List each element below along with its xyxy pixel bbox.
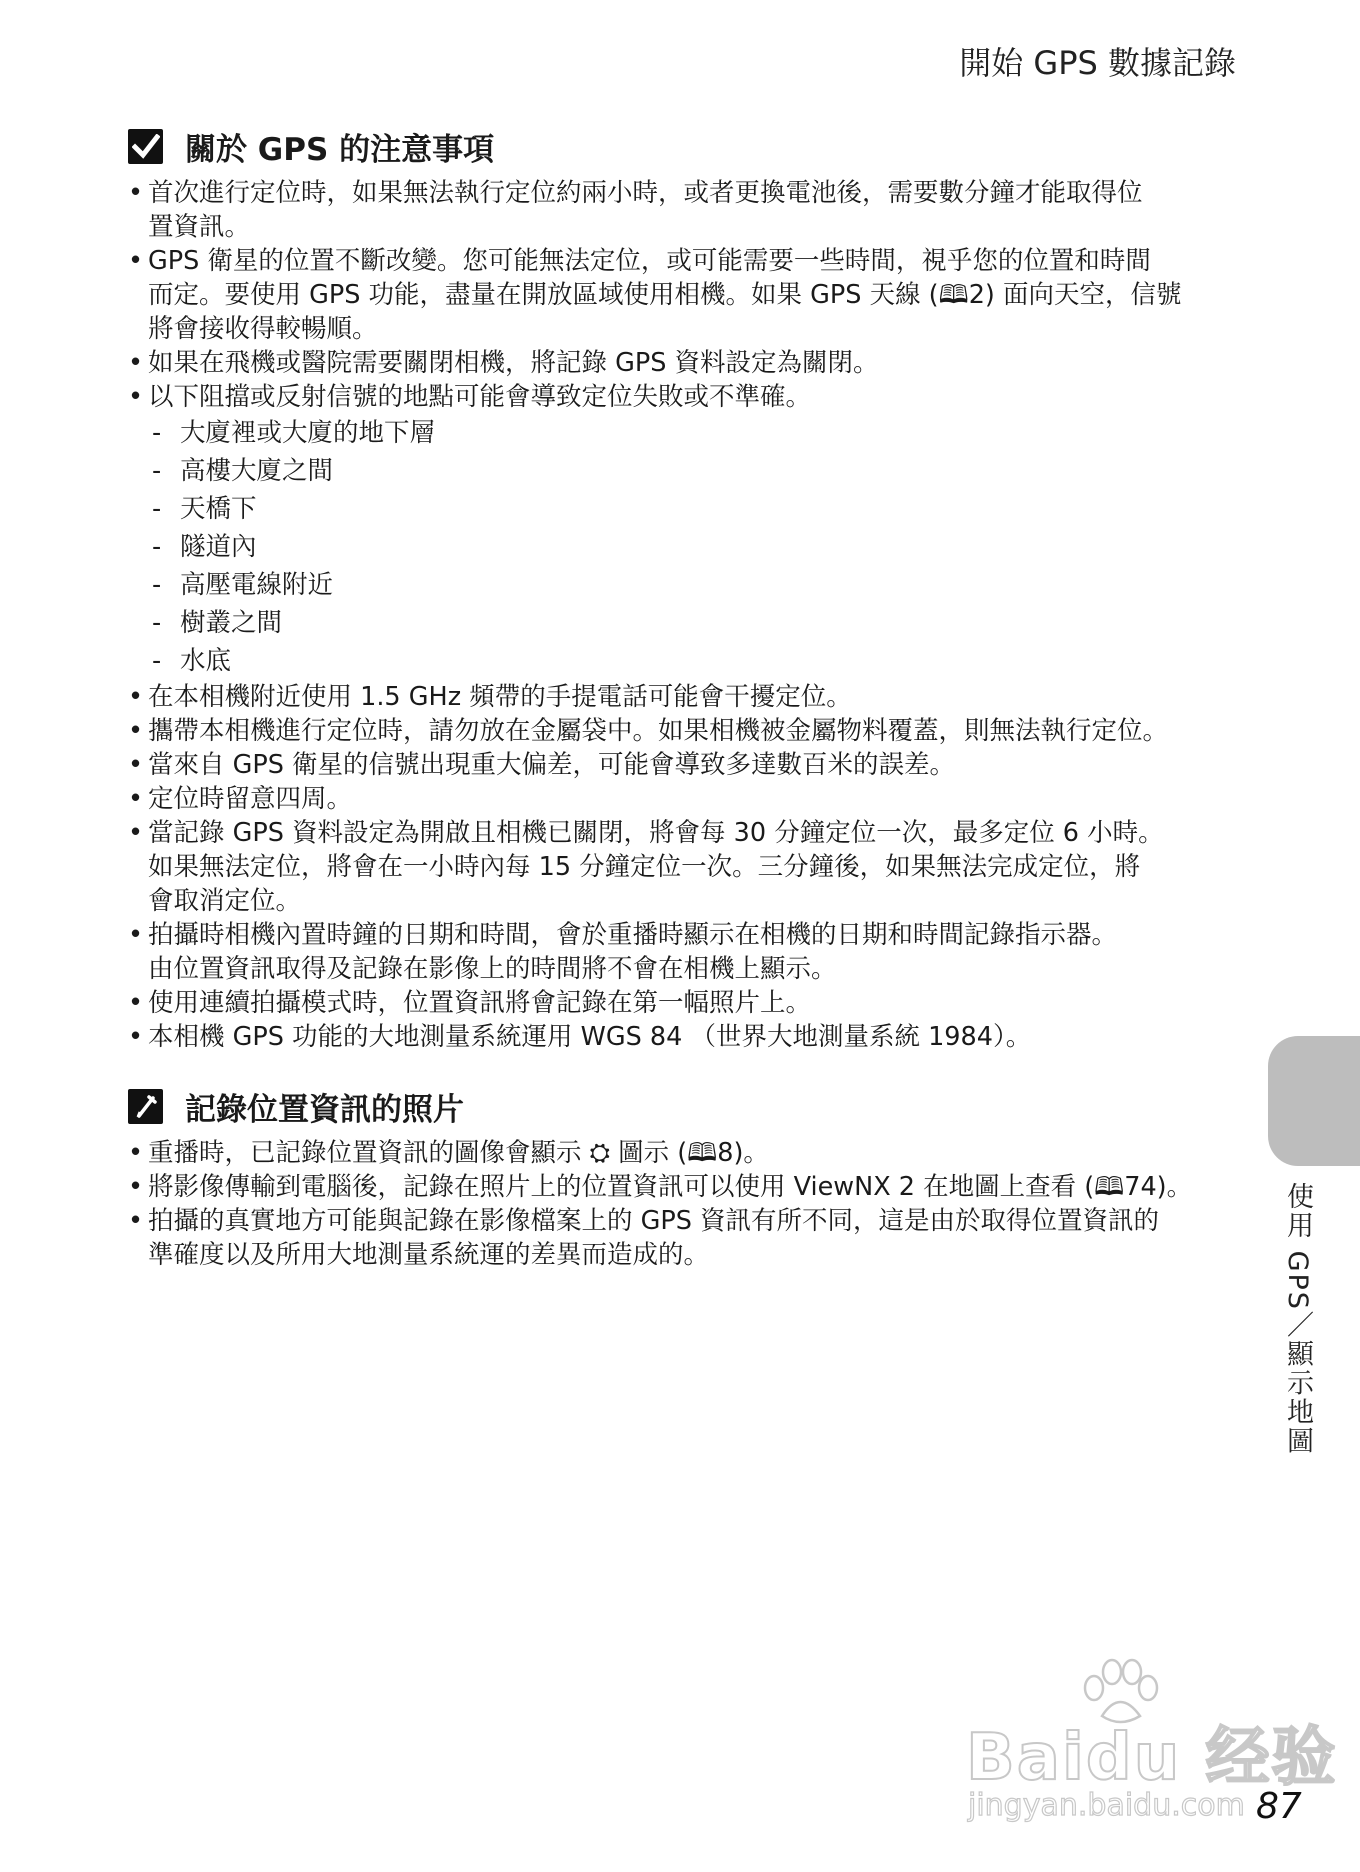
watermark-url: jingyan.baidu.com bbox=[968, 1788, 1245, 1823]
sidebar-tab bbox=[1268, 1036, 1360, 1166]
pencil-note-icon bbox=[128, 1089, 163, 1124]
list-item: • 重播時，已記錄位置資訊的圖像會顯示 ⛭ 圖示 (🕮8)。 bbox=[128, 1136, 1236, 1170]
list-item: • 使用連續拍攝模式時，位置資訊將會記錄在第一幅照片上。 bbox=[128, 986, 1236, 1020]
sub-list-item: - 水底 bbox=[128, 642, 1236, 680]
sub-list-item: - 大廈裡或大廈的地下層 bbox=[128, 414, 1236, 452]
section-heading-location-photos bbox=[128, 1084, 464, 1129]
list-item: • 本相機 GPS 功能的大地測量系統運用 WGS 84 （世界大地測量系統 1984）。 bbox=[128, 1020, 1236, 1054]
section-heading-text: 記錄位置資訊的照片 bbox=[185, 1092, 464, 1128]
list-item: • 定位時留意四周。 bbox=[128, 782, 1236, 816]
list-item: • 拍攝時相機內置時鐘的日期和時間，會於重播時顯示在相機的日期和時間記錄指示器。 由位置資訊取得及記錄在影像上的時間將不會在相機上顯示。 bbox=[128, 918, 1236, 986]
list-item: • 以下阻擋或反射信號的地點可能會導致定位失敗或不準確。 bbox=[128, 380, 1236, 414]
list-item: • GPS 衛星的位置不斷改變。您可能無法定位，或可能需要一些時間，視乎您的位置和時間 而定。要使用 GPS 功能，盡量在開放區域使用相機。如果 GPS 天線 (🕮2) 面向天空，信號 將會接收得較暢順。 bbox=[128, 244, 1236, 346]
sidebar-chapter-label: 使用 GPS／顯示地圖 bbox=[1282, 1182, 1313, 1456]
sub-list-item: - 隧道內 bbox=[128, 528, 1236, 566]
watermark-logo bbox=[960, 1658, 1338, 1828]
sub-list-item: - 樹叢之間 bbox=[128, 604, 1236, 642]
gps-notes-list bbox=[128, 176, 1236, 1054]
check-mark-icon bbox=[128, 129, 163, 164]
list-item: • 首次進行定位時，如果無法執行定位約兩小時，或者更換電池後，需要數分鐘才能取得位 置資訊。 bbox=[128, 176, 1236, 244]
list-item: • 在本相機附近使用 1.5 GHz 頻帶的手提電話可能會干擾定位。 bbox=[128, 680, 1236, 714]
section-heading-gps-notes bbox=[128, 124, 494, 169]
list-item: • 拍攝的真實地方可能與記錄在影像檔案上的 GPS 資訊有所不同，這是由於取得位置資訊的 準確度以及所用大地測量系統運的差異而造成的。 bbox=[128, 1204, 1236, 1272]
section-heading-text: 關於 GPS 的注意事項 bbox=[185, 132, 495, 168]
location-photos-list bbox=[128, 1136, 1236, 1272]
sub-list-item: - 高樓大廈之間 bbox=[128, 452, 1236, 490]
list-item: • 當來自 GPS 衛星的信號出現重大偏差，可能會導致多達數百米的誤差。 bbox=[128, 748, 1236, 782]
list-item: • 將影像傳輸到電腦後，記錄在照片上的位置資訊可以使用 ViewNX 2 在地圖上查看 (🕮74)。 bbox=[128, 1170, 1236, 1204]
sub-list-item: - 天橋下 bbox=[128, 490, 1236, 528]
list-item: • 如果在飛機或醫院需要關閉相機，將記錄 GPS 資料設定為關閉。 bbox=[128, 346, 1236, 380]
list-item: • 當記錄 GPS 資料設定為開啟且相機已關閉，將會每 30 分鐘定位一次，最多定位 6 小時。 如果無法定位，將會在一小時內每 15 分鐘定位一次。三分鐘後，如果無法完成定位，將 會取消定位。 bbox=[128, 816, 1236, 918]
list-item: • 攜帶本相機進行定位時，請勿放在金屬袋中。如果相機被金屬物料覆蓋，則無法執行定位。 bbox=[128, 714, 1236, 748]
sub-list-item: - 高壓電線附近 bbox=[128, 566, 1236, 604]
page-header-title: 開始 GPS 數據記錄 bbox=[959, 44, 1236, 82]
watermark-text: Baidu 经验 bbox=[966, 1721, 1338, 1795]
page-number: 87 bbox=[1256, 1786, 1302, 1827]
